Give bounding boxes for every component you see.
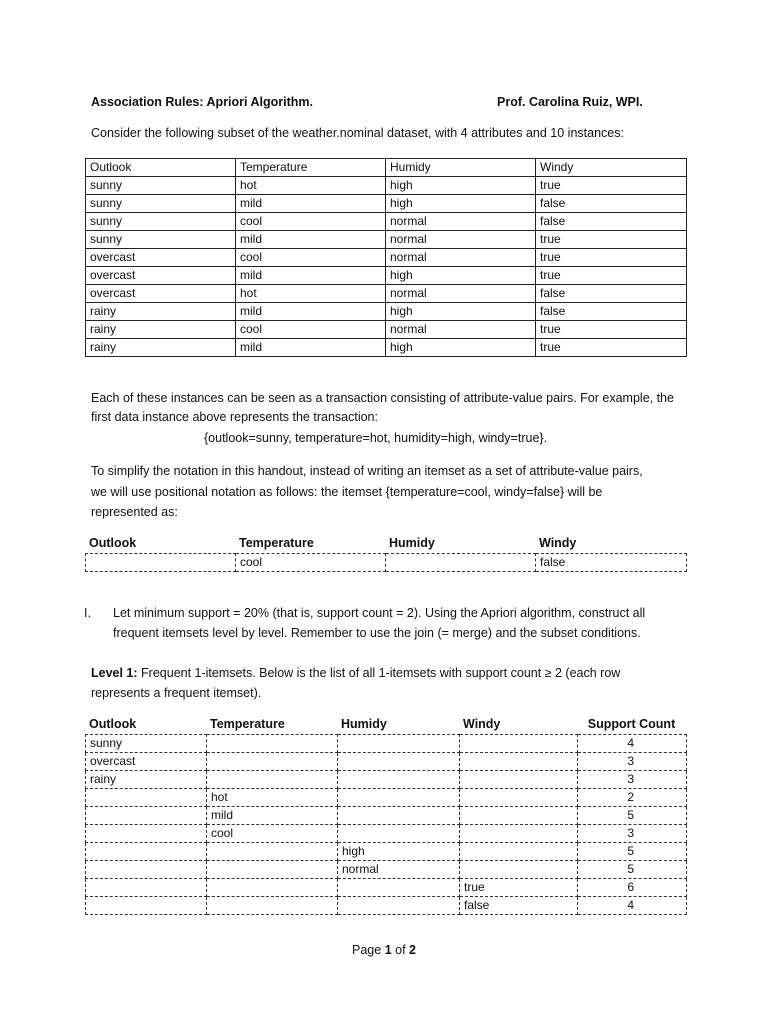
table-cell [86, 861, 207, 879]
column-header: Humidy [341, 717, 387, 731]
column-header: Humidy [386, 159, 536, 177]
table-cell: mild [207, 807, 338, 825]
table-cell: high [386, 177, 536, 195]
table-cell: hot [236, 177, 386, 195]
table-cell: high [386, 195, 536, 213]
table-cell [338, 753, 460, 771]
table-cell: false [536, 285, 687, 303]
table-cell [207, 753, 338, 771]
table-cell: rainy [86, 339, 236, 357]
table-cell: normal [386, 231, 536, 249]
table-row [86, 231, 687, 249]
table-cell: rainy [86, 321, 236, 339]
column-header: Temperature [239, 536, 314, 550]
support-count-cell: 5 [578, 807, 687, 825]
table-row [86, 321, 687, 339]
page-footer [0, 943, 768, 957]
table-cell: sunny [86, 177, 236, 195]
table-cell: high [386, 339, 536, 357]
table-cell [86, 554, 236, 572]
table-row [86, 249, 687, 267]
table-cell [338, 771, 460, 789]
notation-example-table [85, 553, 687, 572]
transaction-text-line-1: Each of these instances can be seen as a transaction consisting of attribute-value pairs. For example, the [91, 391, 674, 405]
table-cell: cool [236, 213, 386, 231]
table-cell: overcast [86, 249, 236, 267]
itemset-row [86, 879, 687, 897]
itemset-row [86, 771, 687, 789]
itemset-row [86, 825, 687, 843]
table-cell: false [536, 303, 687, 321]
table-cell [86, 879, 207, 897]
table-cell [86, 843, 207, 861]
table-cell [86, 789, 207, 807]
table-cell: sunny [86, 213, 236, 231]
itemset-row [86, 843, 687, 861]
notation-text-line-3: represented as: [91, 505, 178, 519]
table-cell: mild [236, 339, 386, 357]
table-cell [86, 897, 207, 915]
table-cell: rainy [86, 303, 236, 321]
level1-text: Frequent 1-itemsets. Below is the list of all 1-itemsets with support count ≥ 2 (each row [137, 666, 621, 680]
level1-header [85, 716, 686, 733]
table-cell: normal [386, 213, 536, 231]
table-cell: false [460, 897, 578, 915]
table-cell [86, 807, 207, 825]
page-total: 2 [409, 943, 416, 957]
table-cell [338, 879, 460, 897]
table-cell: normal [386, 321, 536, 339]
table-cell: overcast [86, 285, 236, 303]
support-count-cell: 5 [578, 861, 687, 879]
column-header: Support Count [587, 717, 676, 731]
section-text-line-1: Let minimum support = 20% (that is, support count = 2). Using the Apriori algorithm, construct all [113, 606, 646, 620]
table-cell [86, 825, 207, 843]
table-cell [207, 897, 338, 915]
table-cell: false [536, 213, 687, 231]
table-cell: true [536, 249, 687, 267]
column-header: Temperature [236, 159, 386, 177]
table-cell: normal [386, 249, 536, 267]
table-cell: cool [207, 825, 338, 843]
notation-text-line-1: To simplify the notation in this handout, instead of writing an itemset as a set of attribute-value pairs, [91, 464, 643, 478]
table-row [86, 303, 687, 321]
itemset-row [86, 807, 687, 825]
table-cell: false [536, 554, 687, 572]
support-count-cell: 4 [578, 735, 687, 753]
notation-header [85, 535, 686, 552]
table-row [86, 213, 687, 231]
table-cell [460, 753, 578, 771]
table-cell [207, 861, 338, 879]
table-cell [460, 843, 578, 861]
table-cell: high [338, 843, 460, 861]
transaction-text-line-2: first data instance above represents the transaction: [91, 410, 378, 424]
table-row [86, 177, 687, 195]
table-cell: true [536, 231, 687, 249]
table-cell: hot [236, 285, 386, 303]
dataset-header-row [86, 159, 687, 177]
table-cell [207, 771, 338, 789]
table-cell: mild [236, 267, 386, 285]
notation-text-line-2: we will use positional notation as follows: the itemset {temperature=cool, windy=false} will be [91, 485, 603, 499]
dataset-table [85, 158, 687, 357]
author-line: Prof. Carolina Ruiz, WPI. [497, 95, 643, 109]
page-label: Page [352, 943, 385, 957]
table-row [86, 339, 687, 357]
table-cell: normal [338, 861, 460, 879]
table-cell [207, 843, 338, 861]
column-header: Humidy [389, 536, 435, 550]
page-number: 1 [384, 943, 392, 957]
level1-text-line-2: represents a frequent itemset). [91, 686, 262, 700]
table-cell [386, 554, 536, 572]
table-cell: sunny [86, 735, 207, 753]
table-cell: true [536, 177, 687, 195]
support-count-cell: 6 [578, 879, 687, 897]
support-count-cell: 4 [578, 897, 687, 915]
table-cell: mild [236, 195, 386, 213]
column-header: Temperature [210, 717, 285, 731]
table-cell [460, 789, 578, 807]
table-row [86, 554, 687, 572]
table-cell: cool [236, 321, 386, 339]
table-cell: sunny [86, 195, 236, 213]
column-header: Windy [463, 717, 501, 731]
table-cell [338, 897, 460, 915]
table-cell [460, 807, 578, 825]
table-row [86, 195, 687, 213]
table-cell: hot [207, 789, 338, 807]
table-cell: false [536, 195, 687, 213]
support-count-cell: 3 [578, 753, 687, 771]
intro-text: Consider the following subset of the weather.nominal dataset, with 4 attributes and 10 instances: [91, 126, 624, 140]
column-header: Windy [536, 159, 687, 177]
column-header: Outlook [89, 717, 137, 731]
section-text-line-2: frequent itemsets level by level. Remember to use the join (= merge) and the subset conditions. [113, 626, 641, 640]
table-cell [338, 789, 460, 807]
document-title: Association Rules: Apriori Algorithm. [91, 95, 314, 109]
table-cell: high [386, 303, 536, 321]
table-cell: sunny [86, 231, 236, 249]
column-header: Windy [539, 536, 577, 550]
support-count-cell: 3 [578, 825, 687, 843]
support-count-cell: 5 [578, 843, 687, 861]
table-cell: rainy [86, 771, 207, 789]
table-cell [338, 807, 460, 825]
itemset-row [86, 897, 687, 915]
section-number: I. [84, 606, 91, 620]
table-cell: overcast [86, 267, 236, 285]
table-cell [460, 861, 578, 879]
column-header: Outlook [86, 159, 236, 177]
itemset-row [86, 789, 687, 807]
table-cell [460, 771, 578, 789]
table-cell: mild [236, 303, 386, 321]
table-cell [207, 879, 338, 897]
table-cell: true [536, 321, 687, 339]
table-row [86, 285, 687, 303]
table-cell: mild [236, 231, 386, 249]
table-cell: true [460, 879, 578, 897]
itemset-row [86, 861, 687, 879]
table-cell [338, 825, 460, 843]
support-count-cell: 2 [578, 789, 687, 807]
itemset-row [86, 753, 687, 771]
table-cell: overcast [86, 753, 207, 771]
column-header: Outlook [89, 536, 137, 550]
table-cell: true [536, 339, 687, 357]
table-cell: cool [236, 249, 386, 267]
table-cell [460, 735, 578, 753]
support-count-cell: 3 [578, 771, 687, 789]
table-cell [460, 825, 578, 843]
table-cell: normal [386, 285, 536, 303]
table-cell: high [386, 267, 536, 285]
level1-table [85, 734, 687, 915]
table-cell [338, 735, 460, 753]
table-cell: true [536, 267, 687, 285]
table-cell [207, 735, 338, 753]
transaction-example: {outlook=sunny, temperature=hot, humidity=high, windy=true}. [204, 431, 548, 445]
level1-label: Level 1: [91, 666, 138, 680]
table-row [86, 267, 687, 285]
page-of: of [391, 943, 410, 957]
itemset-row [86, 735, 687, 753]
table-cell: cool [236, 554, 386, 572]
level1-intro [91, 663, 620, 684]
